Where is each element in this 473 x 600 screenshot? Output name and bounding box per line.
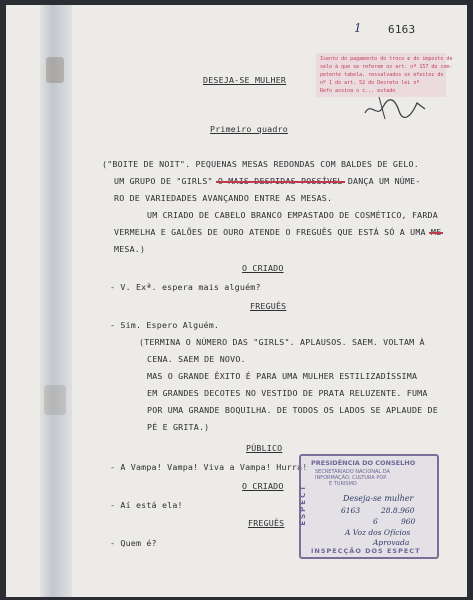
speaker-name: FREGUÊS [250, 301, 287, 311]
stamp-subheader: E TURISMO [329, 481, 357, 487]
stamp-handwritten-decision: Aprovada [373, 538, 410, 547]
censor-note [316, 53, 453, 97]
stage-direction-line: ("BOITE DE NOIT". PEQUENAS MESAS REDONDAS COM BALDES DE GELO. [102, 159, 419, 169]
speaker-name: O CRIADO [242, 481, 284, 491]
text-before: UM GRUPO DE "GIRLS" [114, 176, 213, 186]
document-page [6, 5, 467, 597]
censor-line: Isento do pagamento do troco e do imposto de [320, 56, 453, 62]
speaker-name: O CRIADO [242, 263, 284, 273]
signature-icon [361, 93, 431, 123]
page-mark: 1 [354, 21, 362, 35]
stamp-header: PRESIDÊNCIA DO CONSELHO [311, 459, 416, 467]
text-main: VERMELHA E GALÕES DE OURO ATENDE O FREGUÊS QUE ESTÁ SÓ A UMA [114, 227, 426, 237]
stamp-handwritten-theatre: A Voz dos Ofícios [345, 528, 411, 537]
dialogue-line: - Sim. Espero Alguém. [110, 320, 220, 330]
stamp-footer: INSPECÇÃO DOS ESPECT [311, 547, 421, 555]
stage-direction-line [114, 176, 421, 186]
stain [44, 385, 66, 415]
struck-text: O MAIS DESPIDAS POSSÍVEL [217, 176, 343, 186]
censor-line: Refo assina o c... estado [320, 88, 396, 94]
censor-line: nº 1 do art. 52 do Decreto lei nº [320, 80, 420, 86]
stamp-handwritten-number: 6163 [341, 506, 361, 515]
stage-direction-line: RO DE VARIEDADES AVANÇANDO ENTRE AS MESAS. [114, 193, 333, 203]
stage-direction-line: PÉ E GRITA.) [147, 422, 210, 432]
speaker-name: PÚBLICO [246, 443, 283, 453]
dialogue-line: - V. Exª. espera mais alguém? [110, 282, 261, 292]
stage-direction-line: POR UMA GRANDE BOQUILHA. DE TODOS OS LADOS SE APLAUDE DE [147, 405, 438, 415]
stamp-handwritten-title: Deseja-se mulher [343, 494, 414, 503]
struck-text: ME [430, 227, 442, 237]
text-after: DANÇA UM NÚME- [347, 176, 421, 186]
stage-direction-line: CENA. SAEM DE NOVO. [147, 354, 246, 364]
dialogue-line: - Aí está ela! [110, 500, 183, 510]
censor-line: petente tabela, ressalvados os efeitos do [320, 72, 444, 78]
section-title: Primeiro quadro [210, 124, 288, 134]
stamp-subheader: INFORMAÇÃO, CULTURA POP. [315, 475, 388, 481]
dialogue-line: - A Vampa! Vampa! Viva a Vampa! Hurra! [110, 462, 308, 472]
stage-direction-line: MAS O GRANDE ÊXITO É PARA UMA MULHER ESTILIZADÍSSIMA [147, 371, 418, 381]
stage-direction-line: (TERMINA O NÚMERO DAS "GIRLS". APLAUSOS. SAEM. VOLTAM À [139, 337, 425, 347]
stage-direction-line [114, 227, 441, 237]
stage-direction-line: UM CRIADO DE CABELO BRANCO EMPASTADO DE COSMÉTICO, FARDA [147, 210, 438, 220]
speaker-name: FREGUÊS [248, 518, 285, 528]
stamp-handwritten-field: 6 [373, 517, 378, 526]
page-title: DESEJA-SE MULHER [203, 75, 287, 85]
stage-direction-line: EM GRANDES DECOTES NO VESTIDO DE PRATA RELUZENTE. FUMA [147, 388, 428, 398]
censor-line: selo à que se referem os art. nº 157 do com- [320, 64, 453, 70]
stamp-handwritten-date: 28.8.960 [381, 506, 415, 515]
stage-direction-line: MESA.) [114, 244, 146, 254]
page-number: 6163 [388, 23, 416, 36]
stamp-handwritten-field: 960 [401, 517, 416, 526]
stamp-subheader: SECRETARIADO NACIONAL DA [315, 469, 390, 475]
dialogue-line: - Quem é? [110, 538, 157, 548]
stain [46, 57, 64, 83]
tape-strip [40, 5, 72, 597]
approval-stamp [299, 454, 439, 559]
stamp-vertical-text: ESPECT [299, 484, 307, 526]
